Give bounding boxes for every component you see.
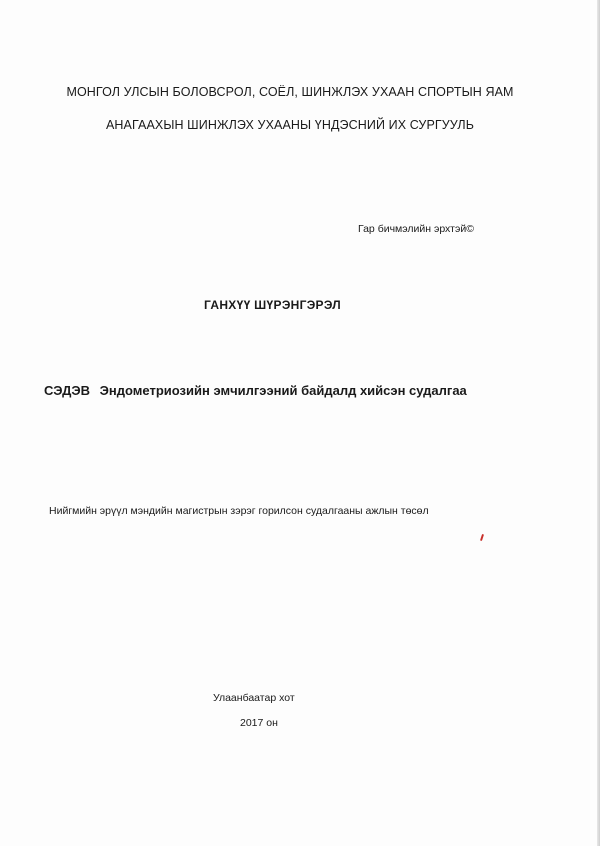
city-name: Улаанбаатар хот — [213, 692, 295, 704]
degree-purpose: Нийгмийн эрүүл мэндийн магистрын зэрэг горилсон судалгааны ажлын төсөл — [49, 505, 429, 517]
topic-line — [44, 383, 467, 398]
topic-label: СЭДЭВ — [44, 383, 91, 398]
ministry-heading: МОНГОЛ УЛСЫН БОЛОВСРОЛ, СОЁЛ, ШИНЖЛЭХ УХААН СПОРТЫН ЯАМ — [66, 85, 514, 99]
topic-title: Эндометриозийн эмчилгээний байдалд хийсэн судалгаа — [99, 383, 467, 398]
manuscript-rights-note: Гар бичмэлийн эрхтэй© — [358, 223, 474, 235]
author-name: ГАНХҮҮ ШҮРЭНГЭРЭЛ — [204, 298, 341, 312]
university-heading: АНАГААХЫН ШИНЖЛЭХ УХААНЫ ҮНДЭСНИЙ ИХ СУРГУУЛЬ — [105, 118, 475, 132]
year-text: 2017 он — [240, 717, 278, 729]
red-pen-mark — [480, 534, 484, 541]
